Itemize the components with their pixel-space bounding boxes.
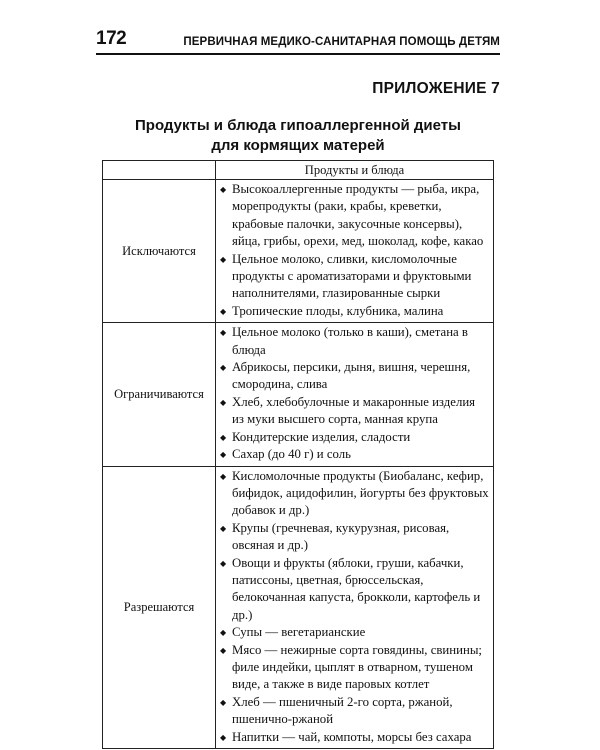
item-list <box>220 468 489 747</box>
column-header: Продукты и блюда <box>216 161 494 180</box>
list-item: ◆ Мясо — нежирные сорта говядины, свинины; филе индейки, цыплят в отварном, тушеном виде, а также в виде паровых котлет <box>220 642 489 694</box>
table-row-excluded <box>103 180 494 323</box>
table-row-limited <box>103 323 494 466</box>
table-row-allowed <box>103 466 494 749</box>
title-line-2: для кормящих матерей <box>211 137 385 154</box>
title-line-1: Продукты и блюда гипоаллергенной диеты <box>135 117 461 134</box>
list-item: ◆ Цельное молоко (только в каши), сметана в блюда <box>220 324 489 359</box>
item-list <box>220 324 489 463</box>
document-title <box>96 116 500 156</box>
list-item: ◆ Крупы (гречневая, кукурузная, рисовая, овсяная и др.) <box>220 520 489 555</box>
items-cell <box>216 466 494 749</box>
list-item: ◆ Овощи и фрукты (яблоки, груши, кабачки, патиссоны, цветная, брюссельская, белокочанная капуста, брокколи, картофель и др.) <box>220 555 489 625</box>
items-cell <box>216 180 494 323</box>
page-number: 172 <box>96 28 127 49</box>
page-header <box>96 28 500 55</box>
item-list <box>220 181 489 320</box>
items-cell <box>216 323 494 466</box>
category-cell: Исключаются <box>103 180 216 323</box>
list-item: ◆ Высокоаллергенные продукты — рыба, икра, морепродукты (раки, крабы, креветки, крабовые палочки, закусочные консервы), яйца, грибы, орехи, мед, шоколад, кофе, какао <box>220 181 489 251</box>
list-item: ◆ Тропические плоды, клубника, малина <box>220 303 489 320</box>
list-item: ◆ Супы — вегетарианские <box>220 624 489 641</box>
appendix-label: ПРИЛОЖЕНИЕ 7 <box>372 80 500 97</box>
category-cell: Разрешаются <box>103 466 216 749</box>
category-cell: Ограничиваются <box>103 323 216 466</box>
diet-table <box>102 160 494 749</box>
list-item: ◆ Хлеб, хлебобулочные и макаронные изделия из муки высшего сорта, манная крупа <box>220 394 489 429</box>
list-item: ◆ Кондитерские изделия, сладости <box>220 429 489 446</box>
list-item: ◆ Цельное молоко, сливки, кисломолочные продукты с ароматизаторами и фруктовыми наполнителями, глазированные сырки <box>220 251 489 303</box>
table-header-row <box>103 161 494 180</box>
running-title: ПЕРВИЧНАЯ МЕДИКО-САНИТАРНАЯ ПОМОЩЬ ДЕТЯМ <box>183 36 500 48</box>
list-item: ◆ Хлеб — пшеничный 2-го сорта, ржаной, пшенично-ржаной <box>220 694 489 729</box>
list-item: ◆ Напитки — чай, компоты, морсы без сахара <box>220 729 489 746</box>
list-item: ◆ Сахар (до 40 г) и соль <box>220 446 489 463</box>
list-item: ◆ Кисломолочные продукты (Биобаланс, кефир, бифидок, ацидофилин, йогурты без фруктовых добавок и др.) <box>220 468 489 520</box>
empty-header-cell <box>103 161 216 180</box>
list-item: ◆ Абрикосы, персики, дыня, вишня, черешня, смородина, слива <box>220 359 489 394</box>
